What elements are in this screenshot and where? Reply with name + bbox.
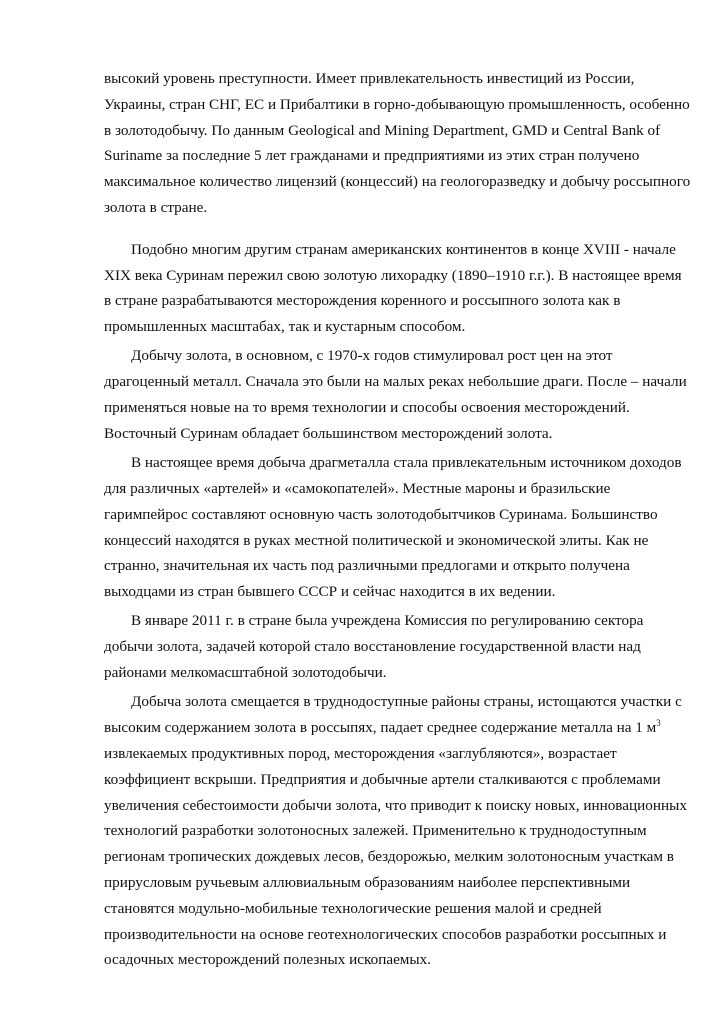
text-line: Украины, стран СНГ, ЕС и Прибалтики в горно-добывающую промышленность, особенно (104, 95, 690, 113)
document-page (104, 66, 691, 973)
text-line: технологий разработки золотоносных залежей. Применительно к труднодоступным (104, 822, 647, 840)
text-line: золота в стране. (104, 198, 208, 216)
text-line: Добыча золота смещается в труднодоступные районы страны, истощаются участки с (131, 693, 682, 711)
text-line: максимальное количество лицензий (концессий) на геологоразведку и добычу россыпного (104, 173, 691, 191)
text-line: Подобно многим другим странам американских континентов в конце XVIII - начале (131, 240, 676, 258)
text-line (104, 715, 672, 741)
text-line: Восточный Суринам обладает большинством месторождений золота. (104, 424, 553, 442)
text-line: концессий находятся в руках местной политической и экономической элиты. Как не (104, 531, 649, 549)
text-line: Добычу золота, в основном, с 1970-х годов стимулировал рост цен на этот (131, 347, 613, 365)
text-line: извлекаемых продуктивных пород, месторождения «заглубляются», возрастает (104, 744, 617, 762)
text-line: регионам тропических дождевых лесов, бездорожью, мелким золотоносным участкам в (104, 848, 674, 866)
text-line: В январе 2011 г. в стране была учреждена Комиссия по регулированию сектора (131, 612, 644, 630)
text-line: добычи золота, задачей которой стало восстановление государственной власти над (104, 638, 641, 656)
text-line: применяться новые на то время технологии и способы освоения месторождений. (104, 399, 630, 417)
text-line: производительности на основе геотехнологических способов разработки россыпных и (104, 925, 667, 943)
text-line: гаримпейрос составляют основную часть золотодобытчиков Суринама. Большинство (104, 505, 658, 523)
text-line: для различных «артелей» и «самокопателей». Местные мароны и бразильские (104, 479, 611, 497)
text-line: осадочных месторождений полезных ископаемых. (104, 951, 432, 969)
paragraph-5 (104, 608, 672, 685)
text-line: в золотодобычу. По данным Geological and Mining Department, GMD и Central Bank of (104, 121, 661, 139)
text-line: увеличения себестоимости добычи золота, что приводит к поиску новых, инновационных (104, 796, 687, 814)
text-line: прирусловым ручьевым аллювиальным образованиям наиболее перспективными (104, 873, 631, 891)
text-line: высокий уровень преступности. Имеет привлекательность инвестиций из России, (104, 70, 635, 87)
paragraph-3 (104, 343, 687, 446)
text-line: В настоящее время добыча драгметалла стала привлекательным источником доходов (131, 454, 682, 472)
text-line: странно, значительная их часть под различными предлогами и открыто получена (104, 557, 630, 575)
text-line: коэффициент вскрыши. Предприятия и добычные артели сталкиваются с проблемами (104, 770, 661, 788)
text-line: становятся модульно-мобильные технологические решения малой и средней (104, 899, 602, 917)
text-line: драгоценный металл. Сначала это были на малых реках небольшие драги. После – начали (104, 373, 687, 391)
text-line: XIX века Суринам пережил свою золотую лихорадку (1890–1910 г.г.). В настоящее время (104, 266, 682, 284)
paragraph-6 (104, 689, 687, 973)
paragraph-1 (104, 66, 691, 221)
paragraph-4 (104, 450, 682, 605)
text-line-content: высоким содержанием золота в россыпях, падает среднее содержание металла на 1 м (104, 719, 657, 737)
superscript-cubic: 3 (656, 718, 661, 729)
text-line: в стране разрабатываются месторождения коренного и россыпного золота как в (104, 292, 621, 310)
text-line: промышленных масштабах, так и кустарным способом. (104, 318, 466, 336)
paragraph-2 (104, 237, 682, 340)
text-line: Suriname за последние 5 лет гражданами и предприятиями из этих стран получено (104, 147, 640, 165)
text-line: районами мелкомасштабной золотодобычи. (104, 664, 387, 682)
text-line: выходцами из стран бывшего СССР и сейчас находится в их ведении. (104, 583, 556, 601)
